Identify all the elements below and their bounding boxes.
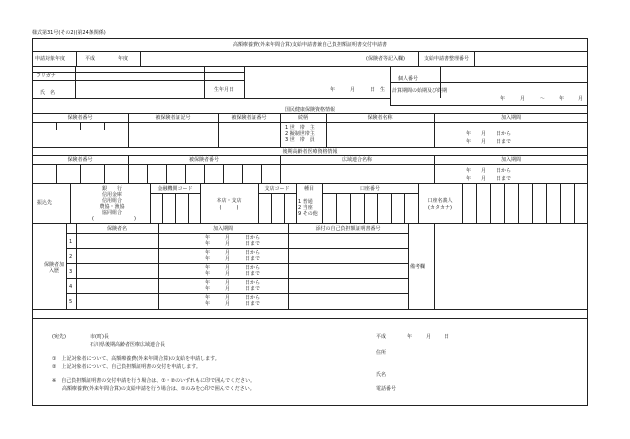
- history-col-issued: 添付の自己負担額証明書番号: [315, 226, 381, 232]
- union-name: 石川県後期高齢者医療広域連合長: [90, 342, 166, 348]
- history-side-label: 保険者加入歴: [44, 262, 65, 274]
- addressee: (宛先): [52, 334, 66, 340]
- bank-branch-code-label: 支店コード: [264, 186, 290, 192]
- bank-holder-kana: (カタカナ): [428, 205, 452, 211]
- elder-period-to: 年 月 日まで: [466, 176, 512, 182]
- elder-col-period: 加入期間: [500, 157, 521, 163]
- bank-account-no-label: 口座番号: [359, 186, 380, 192]
- year-suffix: 年度: [118, 56, 129, 62]
- period-m1: 月: [520, 96, 526, 102]
- elder-period-from: 年 月 日から: [466, 168, 512, 174]
- period-y2: 年: [559, 96, 565, 102]
- nhi-col-period: 加入期間: [500, 115, 521, 121]
- nhi-col-insurer-name: 保険者名称: [367, 115, 393, 121]
- name-label: 氏 名: [40, 90, 56, 96]
- footer-address-label: 住所: [376, 350, 387, 356]
- form-code: 様式第31号(その2)(第24条関係): [32, 30, 106, 36]
- footer-phone-label: 電話番号: [376, 386, 397, 392]
- footer-date-d: 日: [444, 334, 450, 340]
- nhi-col-insurer-no: 保険者番号: [67, 115, 93, 121]
- bank-type-list: 1 普通 2 当座 9 その他: [298, 199, 318, 217]
- dob-d: 日: [370, 87, 376, 93]
- bank-institutions: 銀 行 信用金庫 信用組合 農協・漁協 協同組合: [99, 186, 125, 216]
- personal-no-label: 個人番号: [398, 76, 419, 82]
- dob-y: 年: [330, 87, 336, 93]
- history-col-insurer: 保険者名: [106, 226, 127, 232]
- bank-branch-label: 本店・支店: [216, 198, 242, 204]
- note-3: ※ 自己負担額証明書の交付申請を行う場合は、①・②のいずれもに印で囲んでください。: [52, 378, 256, 384]
- footer-date-era: 平成: [376, 334, 387, 340]
- remarks-label: 備考欄: [410, 264, 426, 270]
- period-m2: 月: [578, 96, 584, 102]
- form-title: 高額療養費(外来年間合算)支給申請書兼自己負担額証明書交付申請書: [233, 42, 387, 48]
- note-4: 高額療養費(外来年間合算)の支給申請を行う場合は、①のみを○印で囲んでください。: [62, 386, 255, 392]
- bank-type-label: 種目: [303, 186, 314, 192]
- nhi-period-to: 年 月 日まで: [466, 139, 512, 145]
- year-era: 平成: [85, 56, 96, 62]
- insurer-entry-label: (保険者等記入欄): [366, 56, 405, 62]
- bank-code-label: 金融機関コード: [157, 186, 193, 192]
- nhi-period-from: 年 月 日から: [466, 131, 512, 137]
- elder-section-title: 後期高齢者医療資格情報: [282, 149, 338, 155]
- mgmt-no-label: 支給申請書整理番号: [424, 56, 470, 62]
- elder-col-insurer-no: 保険者番号: [67, 157, 93, 163]
- bank-label: 振込先: [37, 200, 53, 206]
- note-2: ② 上記対象者について、自己負担額証明書の交付を申請します。: [52, 364, 201, 370]
- nhi-col-card-number: 被保険者証番号: [231, 115, 267, 121]
- period-label: 計算期間の始期及び終期: [392, 88, 448, 94]
- period-y1: 年: [500, 96, 506, 102]
- year-label: 申請対象年度: [35, 56, 66, 62]
- footer-date-m: 月: [426, 334, 432, 340]
- footer-name-label: 氏名: [376, 372, 387, 378]
- footer-date-y: 年: [407, 334, 413, 340]
- dob-label: 生年月日: [214, 87, 235, 93]
- nhi-col-relation: 続柄: [297, 115, 308, 121]
- note-1: ① 上記対象者について、高額療養費(外来年間合算)の支給を申請します。: [52, 356, 220, 362]
- nhi-relation-list: 1 世 帯 主 2 擬制世帯主 3 世 帯 員: [285, 125, 315, 143]
- period-sep: 〜: [540, 96, 546, 102]
- dob-m: 月: [350, 87, 356, 93]
- nhi-section-title: 国民健康保険資格情報: [284, 107, 335, 113]
- furigana-label: フリガナ: [36, 73, 56, 79]
- elder-col-card-no: 被保険者番号: [188, 157, 219, 163]
- history-col-period: 加入期間: [212, 226, 233, 232]
- mayor: 市(町)長: [90, 334, 109, 340]
- elder-col-union-name: 広域連合名称: [341, 157, 372, 163]
- bank-holder-label: 口座名義人: [427, 198, 453, 204]
- dob-gender: 生: [380, 87, 386, 93]
- nhi-col-card-symbol: 被保険者証記号: [155, 115, 191, 121]
